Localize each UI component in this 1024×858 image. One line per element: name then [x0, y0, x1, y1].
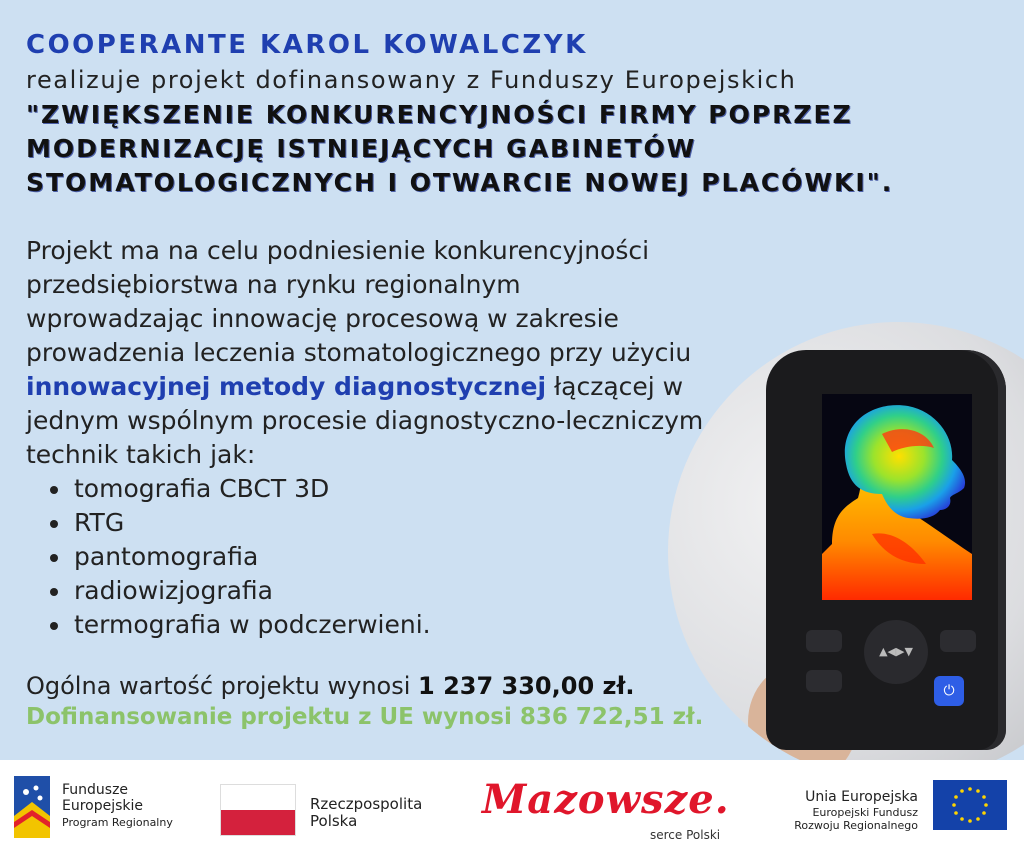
logos-footer: [0, 760, 1024, 858]
techniques-list: [26, 472, 431, 642]
thermal-screen: [822, 394, 972, 600]
camera-play-key: [806, 670, 842, 692]
mazowsze-logo: [482, 776, 742, 846]
eu-line3: Rozwoju Regionalnego: [794, 819, 918, 832]
eu-line2: Europejski Fundusz: [812, 806, 918, 819]
camera-power-icon: ⏻: [934, 676, 964, 706]
mazowsze-wordmark: Mazowsze.: [482, 776, 730, 823]
fe-text: [62, 782, 173, 831]
camera-left-key: [806, 630, 842, 652]
thermal-camera-photo: [668, 322, 1024, 760]
mazowsze-tagline: serce Polski: [650, 828, 721, 842]
fe-star-icon: [14, 776, 50, 838]
company-name: COOPERANTE KAROL KOWALCZYK: [26, 30, 588, 60]
list-item: • tomografia CBCT 3D: [72, 472, 431, 506]
total-value: 1 237 330,00 zł.: [418, 672, 635, 700]
polish-flag-icon: [220, 784, 296, 836]
eu-funding-line: Dofinansowanie projektu z UE wynosi 836 722,51 zł.: [26, 704, 704, 730]
pl-line1: Rzeczpospolita: [310, 795, 423, 813]
description-before: Projekt ma na celu podniesienie konkurencyjności przedsiębiorstwa na rynku regionalnym wprowadzając innowację procesową w zakresie prowadzenia leczenia stomatologicznego przy użyciu: [26, 236, 692, 367]
list-item: • pantomografia: [72, 540, 431, 574]
eu-flag-icon: [933, 780, 1007, 830]
total-label: Ogólna wartość projektu wynosi: [26, 672, 419, 700]
list-item: • RTG: [72, 506, 431, 540]
list-item: • termografia w podczerwieni.: [72, 608, 431, 642]
thermal-head-image: [822, 394, 972, 600]
fe-line1: Fundusze: [62, 782, 129, 798]
thermal-camera-device: [766, 350, 1006, 750]
pl-text: [310, 796, 422, 830]
eu-text: [790, 788, 918, 832]
camera-dpad: ▲◀▶▼: [864, 620, 928, 684]
project-title: "ZWIĘKSZENIE KONKURENCYJNOŚCI FIRMY POPRZEZ MODERNIZACJĘ ISTNIEJĄCYCH GABINETÓW STOMATOLOGICZNYCH I OTWARCIE NOWEJ PLACÓWKI".: [26, 100, 894, 197]
description-highlight: innowacyjnej metody diagnostycznej: [26, 372, 547, 401]
camera-right-key: [940, 630, 976, 652]
pl-line2: Polska: [310, 812, 358, 830]
project-description: [26, 234, 706, 472]
fe-line2: Europejskie: [62, 798, 144, 814]
fe-line3: Program Regionalny: [62, 816, 173, 829]
eu-line1: Unia Europejska: [805, 789, 918, 805]
camera-controls: [806, 620, 976, 710]
total-value-line: [26, 672, 634, 700]
list-item: • radiowizjografia: [72, 574, 431, 608]
description-after: łączącej w jednym wspólnym procesie diagnostyczno-leczniczym technik takich jak:: [26, 372, 704, 469]
project-intro: realizuje projekt dofinansowany z Funduszy Europejskich: [26, 66, 797, 94]
